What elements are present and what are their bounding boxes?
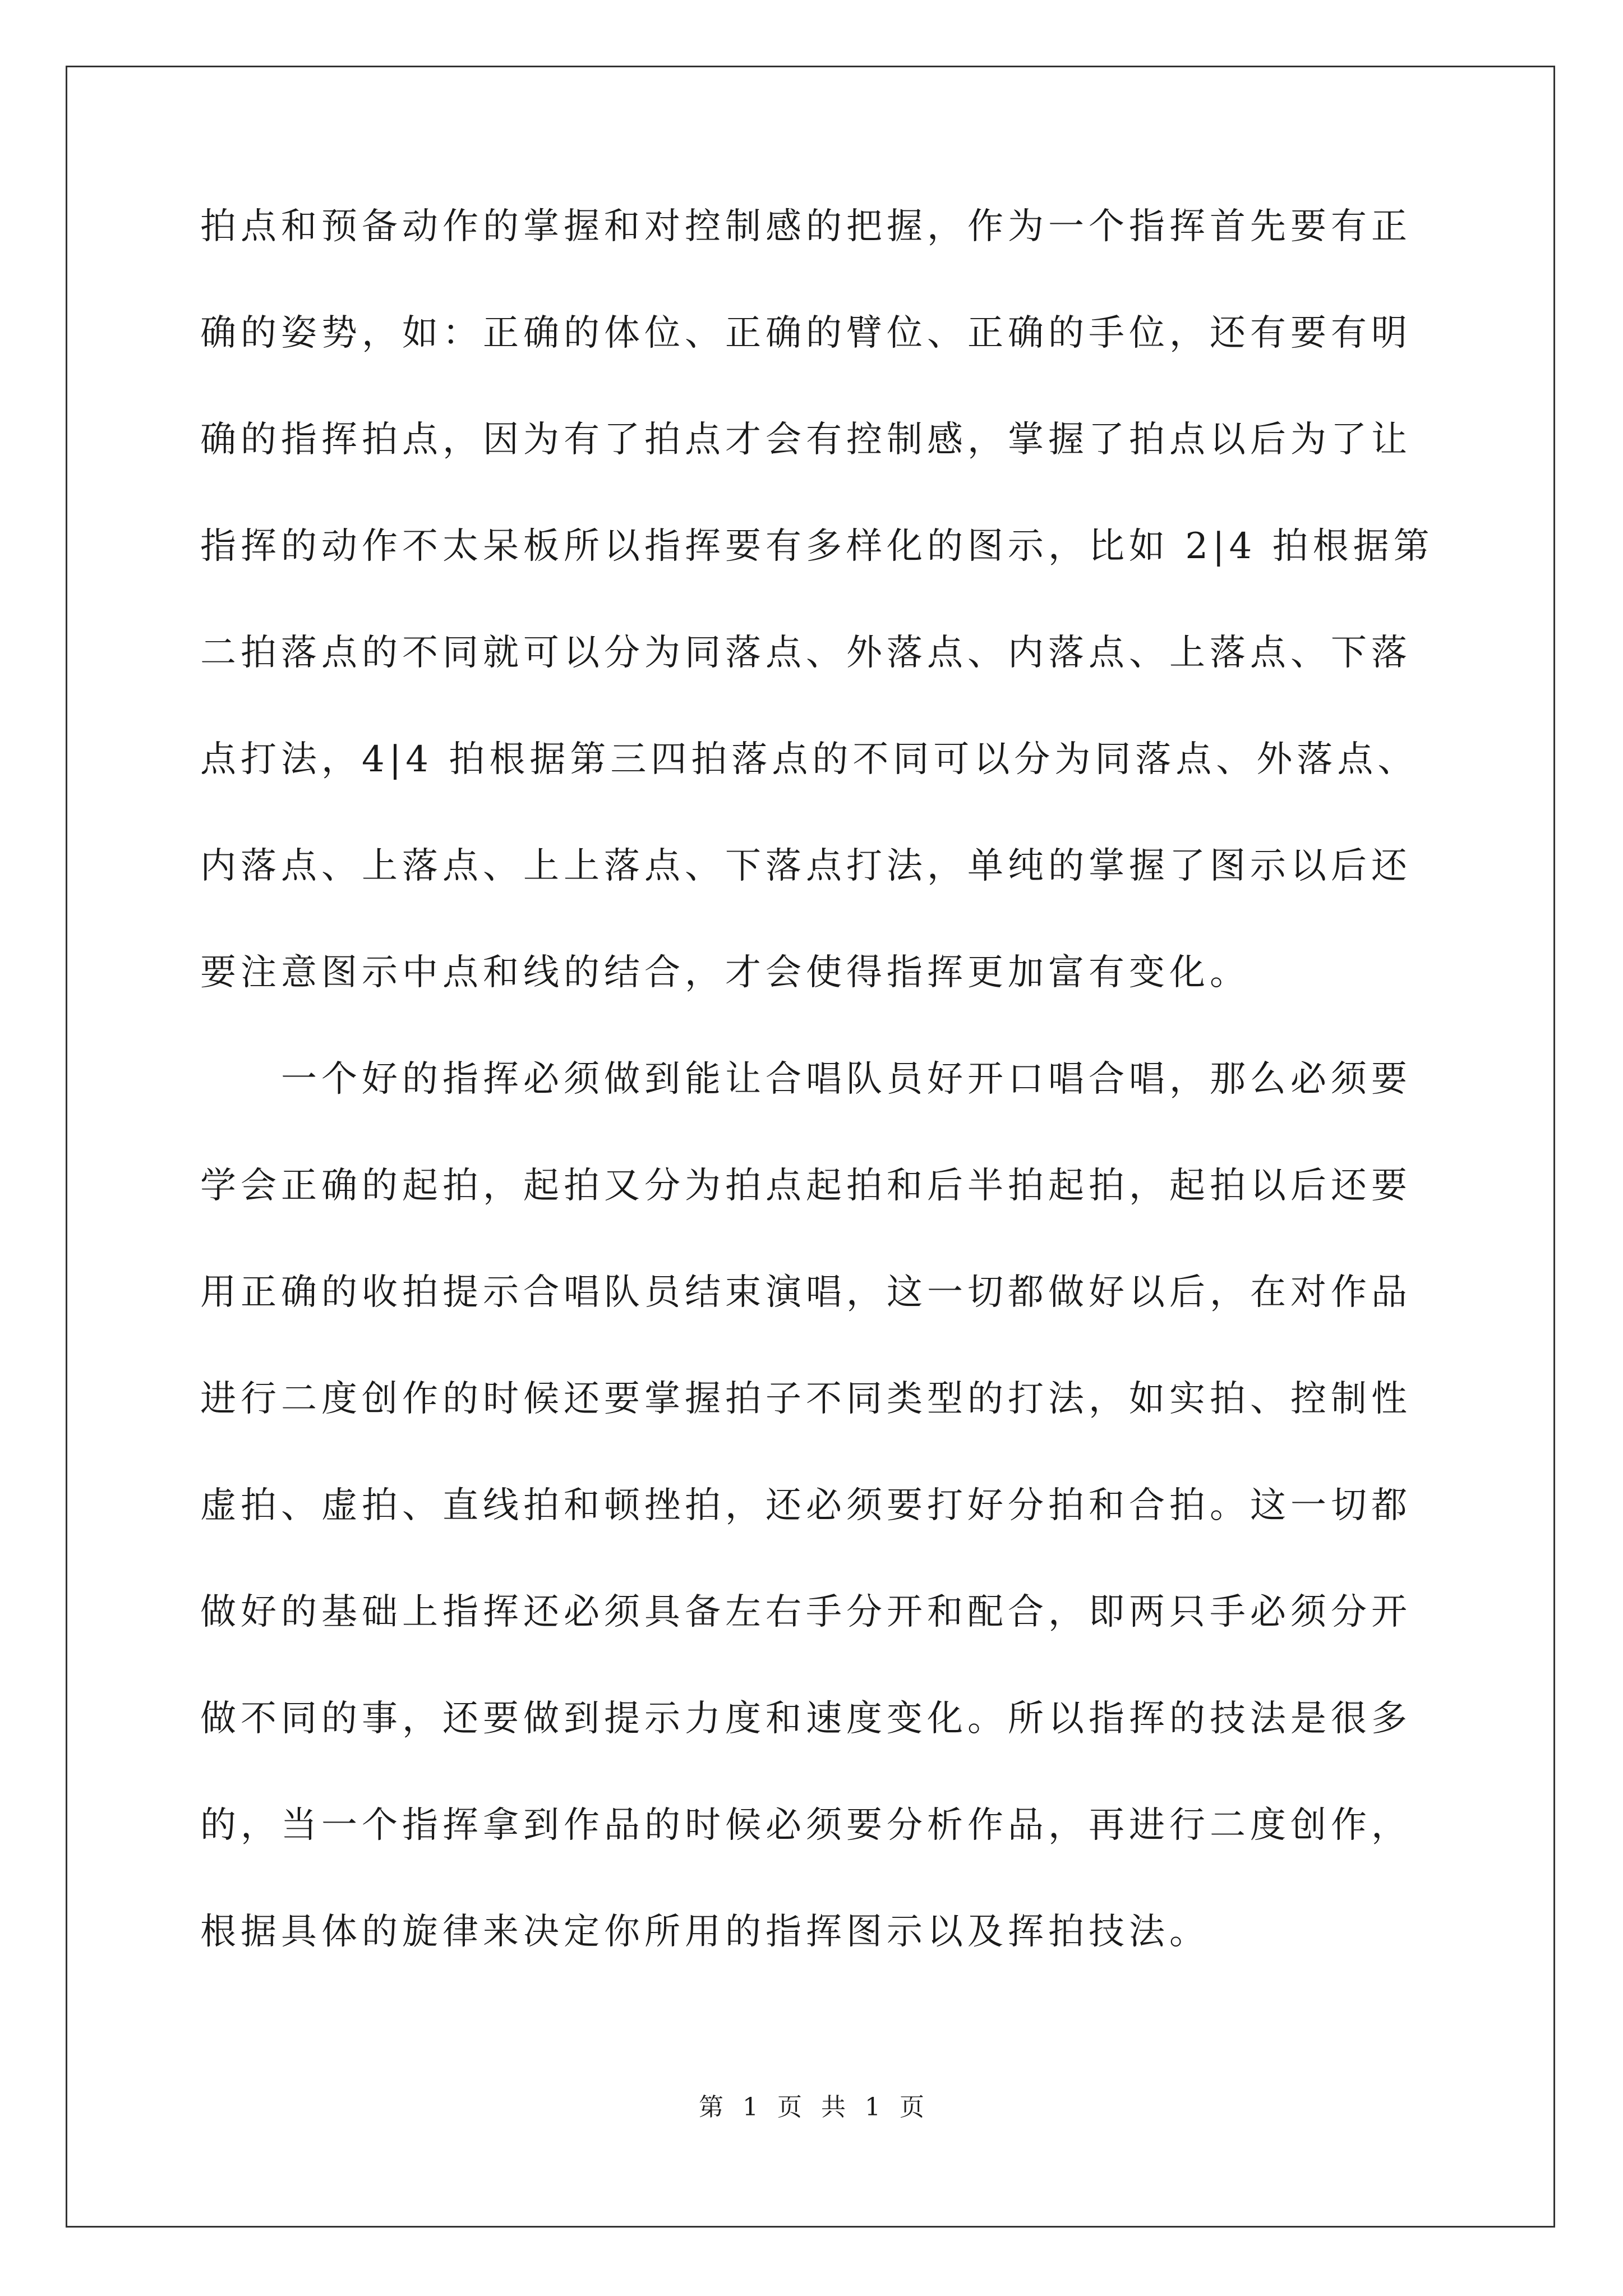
paragraph-2-line-4: 进行二度创作的时候还要掌握拍子不同类型的打法，如实拍、控制性 — [200, 1378, 1412, 1420]
paragraph-1-line-7: 内落点、上落点、上上落点、下落点打法，单纯的掌握了图示以后还 — [200, 845, 1412, 887]
page-number: 第 1 页 共 1 页 — [699, 2093, 924, 2122]
paragraph-2-line-9: 根据具体的旋律来决定你所用的指挥图示以及挥拍技法。 — [200, 1911, 1210, 1953]
paragraph-2-line-1: 一个好的指挥必须做到能让合唱队员好开口唱合唱，那么必须要 — [281, 1059, 1412, 1100]
paragraph-1-line-6: 点打法，4|4 拍根据第三四拍落点的不同可以分为同落点、外落点、 — [200, 739, 1418, 780]
paragraph-1-line-2: 确的姿势，如：正确的体位、正确的臂位、正确的手位，还有要有明 — [200, 312, 1412, 354]
paragraph-1-line-5: 二拍落点的不同就可以分为同落点、外落点、内落点、上落点、下落 — [200, 632, 1412, 674]
paragraph-2-line-7: 做不同的事，还要做到提示力度和速度变化。所以指挥的技法是很多 — [200, 1698, 1412, 1740]
paragraph-2-line-2: 学会正确的起拍，起拍又分为拍点起拍和后半拍起拍，起拍以后还要 — [200, 1165, 1412, 1207]
paragraph-2-line-8: 的，当一个指挥拿到作品的时候必须要分析作品，再进行二度创作， — [200, 1805, 1412, 1846]
paragraph-2-line-5: 虚拍、虚拍、直线拍和顿挫拍，还必须要打好分拍和合拍。这一切都 — [200, 1485, 1412, 1526]
paragraph-1-line-1: 拍点和预备动作的掌握和对控制感的把握，作为一个指挥首先要有正 — [200, 206, 1412, 247]
page-footer — [0, 2095, 1623, 2120]
paragraph-2-line-6: 做好的基础上指挥还必须具备左右手分开和配合，即两只手必须分开 — [200, 1591, 1412, 1633]
paragraph-1-line-8: 要注意图示中点和线的结合，才会使得指挥更加富有变化。 — [200, 952, 1250, 993]
document-body — [200, 206, 1434, 2021]
paragraph-1-line-3: 确的指挥拍点，因为有了拍点才会有控制感，掌握了拍点以后为了让 — [200, 419, 1412, 461]
paragraph-2-line-3: 用正确的收拍提示合唱队员结束演唱，这一切都做好以后，在对作品 — [200, 1272, 1412, 1313]
paragraph-1-line-4: 指挥的动作不太呆板所以指挥要有多样化的图示，比如 2|4 拍根据第 — [200, 526, 1434, 567]
